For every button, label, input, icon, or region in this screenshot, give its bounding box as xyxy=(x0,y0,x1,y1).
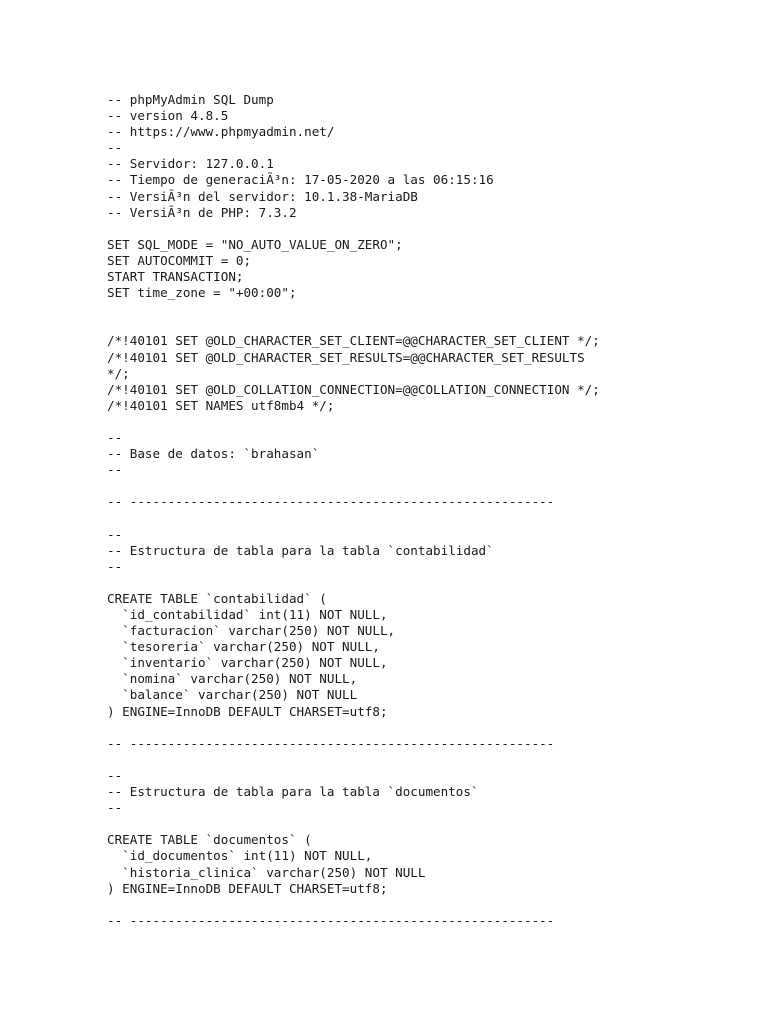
code-line: `balance` varchar(250) NOT NULL xyxy=(107,687,358,703)
code-line xyxy=(107,221,600,237)
code-line: -- Estructura de tabla para la tabla `contabilidad` xyxy=(107,542,494,558)
code-line: -- -------------------------------------------------------- xyxy=(107,912,555,928)
code-line: -- xyxy=(107,767,123,783)
code-line: SET SQL_MODE = "NO_AUTO_VALUE_ON_ZERO"; xyxy=(107,236,403,252)
code-line: CREATE TABLE `contabilidad` ( xyxy=(107,590,327,606)
code-line: `id_contabilidad` int(11) NOT NULL, xyxy=(107,607,388,622)
code-line: SET AUTOCOMMIT = 0; xyxy=(107,252,252,268)
code-line: `historia_clinica` varchar(250) NOT NULL xyxy=(107,864,426,880)
code-line: `nomina` varchar(250) NOT NULL, xyxy=(107,671,358,687)
code-line: -- xyxy=(107,462,123,478)
sql-dump-text xyxy=(107,92,600,929)
code-line xyxy=(107,897,600,913)
code-line: `facturacion` varchar(250) NOT NULL, xyxy=(107,623,396,639)
code-line: -- -------------------------------------------------------- xyxy=(107,494,555,510)
code-line: -- xyxy=(107,800,123,816)
code-line: -- version 4.8.5 xyxy=(107,108,229,124)
code-line xyxy=(107,317,600,333)
code-line: -- Base de datos: `brahasan` xyxy=(107,446,320,462)
code-line xyxy=(107,720,600,736)
code-line: CREATE TABLE `documentos` ( xyxy=(107,832,312,848)
code-line: -- xyxy=(107,558,123,574)
code-line xyxy=(107,478,600,494)
code-line: `tesoreria` varchar(250) NOT NULL, xyxy=(107,639,380,655)
code-line: */; xyxy=(107,365,130,381)
code-line: -- -------------------------------------------------------- xyxy=(107,735,555,751)
code-line: /*!40101 SET @OLD_COLLATION_CONNECTION=@@COLLATION_CONNECTION */; xyxy=(107,381,600,397)
code-line: -- xyxy=(107,429,123,445)
code-line: -- Estructura de tabla para la tabla `documentos` xyxy=(107,784,479,800)
code-line: /*!40101 SET @OLD_CHARACTER_SET_CLIENT=@@CHARACTER_SET_CLIENT */; xyxy=(107,333,600,349)
code-line: `inventario` varchar(250) NOT NULL, xyxy=(107,655,388,671)
code-line: /*!40101 SET NAMES utf8mb4 */; xyxy=(107,397,335,413)
code-line: START TRANSACTION; xyxy=(107,269,244,285)
code-line: -- Tiempo de generaciÃ³n: 17-05-2020 a las 06:15:16 xyxy=(107,172,494,188)
code-line: -- xyxy=(107,526,123,542)
code-line xyxy=(107,816,600,832)
code-line: -- VersiÃ³n del servidor: 10.1.38-MariaDB xyxy=(107,188,418,204)
code-line: ) ENGINE=InnoDB DEFAULT CHARSET=utf8; xyxy=(107,703,388,719)
code-line xyxy=(107,301,600,317)
code-line: -- VersiÃ³n de PHP: 7.3.2 xyxy=(107,204,297,220)
code-line: -- phpMyAdmin SQL Dump xyxy=(107,92,274,107)
code-line: ) ENGINE=InnoDB DEFAULT CHARSET=utf8; xyxy=(107,880,388,896)
code-line: -- xyxy=(107,140,123,156)
code-line: `id_documentos` int(11) NOT NULL, xyxy=(107,848,373,864)
code-line: -- https://www.phpmyadmin.net/ xyxy=(107,124,335,140)
code-line xyxy=(107,414,600,430)
code-line xyxy=(107,752,600,768)
code-line: SET time_zone = "+00:00"; xyxy=(107,285,297,301)
code-line: /*!40101 SET @OLD_CHARACTER_SET_RESULTS=@@CHARACTER_SET_RESULTS xyxy=(107,349,585,365)
code-line xyxy=(107,575,600,591)
code-line: -- Servidor: 127.0.0.1 xyxy=(107,156,274,172)
code-line xyxy=(107,510,600,526)
